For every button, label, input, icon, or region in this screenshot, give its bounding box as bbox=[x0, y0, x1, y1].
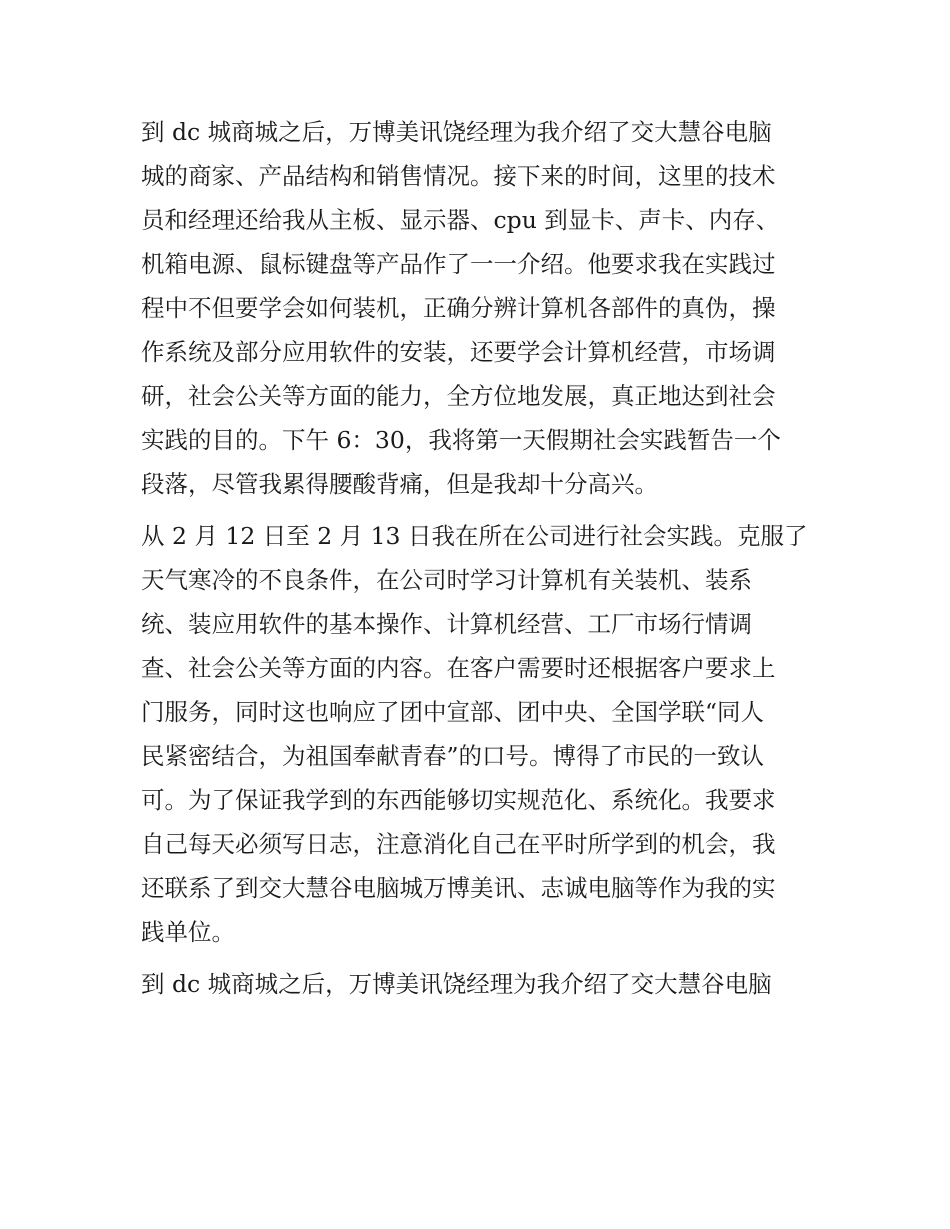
text-line: 程中不但要学会如何装机，正确分辨计算机各部件的真伪，操 bbox=[141, 294, 776, 322]
text-line: 查、社会公关等方面的内容。在客户需要时还根据客户要求上 bbox=[141, 654, 776, 682]
text-line: 实践的目的。下午 6：30，我将第一天假期社会实践暂告一个 bbox=[141, 426, 781, 454]
text-line: 天气寒冷的不良条件，在公司时学习计算机有关装机、装系 bbox=[141, 566, 752, 594]
text-line: 段落，尽管我累得腰酸背痛，但是我却十分高兴。 bbox=[141, 470, 658, 498]
paragraph-2 bbox=[141, 514, 821, 954]
text-line: 到 dc 城商城之后，万博美讯饶经理为我介绍了交大慧谷电脑 bbox=[141, 970, 772, 998]
paragraph-1 bbox=[141, 110, 821, 506]
text-line: 作系统及部分应用软件的安装，还要学会计算机经营，市场调 bbox=[141, 338, 776, 366]
text-line: 机箱电源、鼠标键盘等产品作了一一介绍。他要求我在实践过 bbox=[141, 250, 776, 278]
text-line: 可。为了保证我学到的东西能够切实规范化、系统化。我要求 bbox=[141, 786, 776, 814]
text-line: 践单位。 bbox=[141, 918, 235, 946]
text-line: 研，社会公关等方面的能力，全方位地发展，真正地达到社会 bbox=[141, 382, 776, 410]
text-line: 到 dc 城商城之后，万博美讯饶经理为我介绍了交大慧谷电脑 bbox=[141, 118, 772, 146]
document-body bbox=[141, 110, 821, 1014]
text-line: 民紧密结合，为祖国奉献青春”的口号。博得了市民的一致认 bbox=[141, 742, 765, 770]
text-line: 从 2 月 12 日至 2 月 13 日我在所在公司进行社会实践。克服了 bbox=[141, 522, 808, 550]
text-line: 门服务，同时这也响应了团中宣部、团中央、全国学联“同人 bbox=[141, 698, 765, 726]
text-line: 统、装应用软件的基本操作、计算机经营、工厂市场行情调 bbox=[141, 610, 752, 638]
text-line: 自己每天必须写日志，注意消化自己在平时所学到的机会，我 bbox=[141, 830, 776, 858]
paragraph-3 bbox=[141, 962, 821, 1006]
text-line: 员和经理还给我从主板、显示器、cpu 到显卡、声卡、内存、 bbox=[141, 206, 780, 234]
text-line: 城的商家、产品结构和销售情况。接下来的时间，这里的技术 bbox=[141, 162, 776, 190]
text-line: 还联系了到交大慧谷电脑城万博美讯、志诚电脑等作为我的实 bbox=[141, 874, 776, 902]
